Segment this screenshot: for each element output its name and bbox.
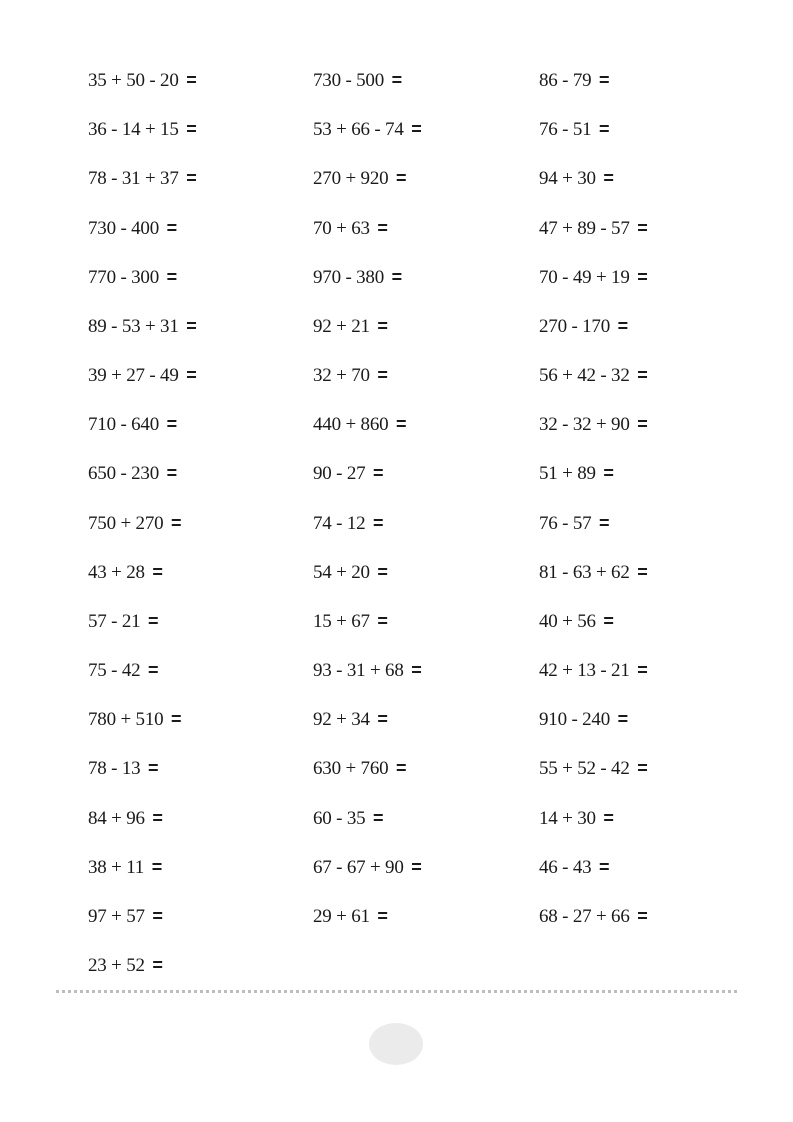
math-problem xyxy=(539,68,609,92)
problem-expression: 93 - 31 + 68 xyxy=(313,660,404,681)
math-problem xyxy=(88,363,197,387)
math-problem xyxy=(313,363,388,387)
problem-expression: 76 - 57 xyxy=(539,513,592,534)
problem-expression: 56 + 42 - 32 xyxy=(539,365,630,386)
math-problem xyxy=(313,216,388,240)
equals-sign: = xyxy=(377,562,388,582)
equals-sign: = xyxy=(373,808,384,828)
math-problem xyxy=(313,68,402,92)
equals-sign: = xyxy=(152,808,163,828)
equals-sign: = xyxy=(411,660,422,680)
math-problem xyxy=(313,658,422,682)
problem-expression: 46 - 43 xyxy=(539,857,592,878)
problem-expression: 270 + 920 xyxy=(313,168,389,189)
math-problem xyxy=(88,412,177,436)
math-problem xyxy=(539,216,648,240)
problem-expression: 910 - 240 xyxy=(539,709,611,730)
problem-expression: 730 - 500 xyxy=(313,70,385,91)
equals-sign: = xyxy=(170,513,182,533)
math-problem xyxy=(539,166,614,190)
equals-sign: = xyxy=(151,857,162,877)
math-problem xyxy=(88,511,181,535)
equals-sign: = xyxy=(166,463,177,483)
math-problem xyxy=(88,314,197,338)
problem-expression: 39 + 27 - 49 xyxy=(88,365,179,386)
problem-expression: 40 + 56 xyxy=(539,611,596,632)
problem-expression: 70 + 63 xyxy=(313,218,370,239)
equals-sign: = xyxy=(152,955,163,975)
dotted-separator xyxy=(56,990,738,993)
problem-expression: 970 - 380 xyxy=(313,267,385,288)
equals-sign: = xyxy=(377,316,388,336)
equals-sign: = xyxy=(186,365,197,385)
equals-sign: = xyxy=(637,218,648,238)
math-problem xyxy=(539,511,609,535)
math-problem xyxy=(88,806,163,830)
math-problem xyxy=(313,707,388,731)
math-problem xyxy=(313,806,383,830)
problem-expression: 710 - 640 xyxy=(88,414,160,435)
problem-expression: 650 - 230 xyxy=(88,463,160,484)
equals-sign: = xyxy=(599,70,610,90)
equals-sign: = xyxy=(395,168,407,188)
math-problem xyxy=(88,707,181,731)
math-problem xyxy=(88,166,197,190)
problem-expression: 54 + 20 xyxy=(313,562,370,583)
equals-sign: = xyxy=(186,119,197,139)
equals-sign: = xyxy=(391,267,402,287)
equals-sign: = xyxy=(377,611,388,631)
problem-expression: 770 - 300 xyxy=(88,267,160,288)
equals-sign: = xyxy=(166,267,177,287)
equals-sign: = xyxy=(637,414,648,434)
math-problem xyxy=(88,265,177,289)
math-problem xyxy=(88,953,163,977)
equals-sign: = xyxy=(391,70,402,90)
math-problem xyxy=(88,461,177,485)
math-problem xyxy=(313,117,422,141)
math-problem xyxy=(88,68,197,92)
problem-expression: 42 + 13 - 21 xyxy=(539,660,630,681)
problem-expression: 68 - 27 + 66 xyxy=(539,906,630,927)
equals-sign: = xyxy=(637,365,648,385)
math-problem xyxy=(88,609,158,633)
equals-sign: = xyxy=(395,758,407,778)
math-problem xyxy=(88,117,197,141)
math-problem xyxy=(539,855,609,879)
equals-sign: = xyxy=(637,758,648,778)
equals-sign: = xyxy=(637,660,648,680)
math-problem xyxy=(313,511,383,535)
math-problem xyxy=(313,560,388,584)
equals-sign: = xyxy=(603,463,614,483)
math-problem xyxy=(313,756,406,780)
math-problem xyxy=(539,412,648,436)
equals-sign: = xyxy=(166,218,177,238)
problem-expression: 84 + 96 xyxy=(88,808,145,829)
problem-expression: 78 - 31 + 37 xyxy=(88,168,179,189)
problem-expression: 97 + 57 xyxy=(88,906,145,927)
problem-expression: 60 - 35 xyxy=(313,808,366,829)
problem-expression: 38 + 11 xyxy=(88,857,145,878)
problem-expression: 81 - 63 + 62 xyxy=(539,562,630,583)
math-problem xyxy=(88,658,158,682)
problem-expression: 89 - 53 + 31 xyxy=(88,316,179,337)
problem-expression: 53 + 66 - 74 xyxy=(313,119,404,140)
problem-expression: 86 - 79 xyxy=(539,70,592,91)
equals-sign: = xyxy=(152,562,163,582)
problem-expression: 43 + 28 xyxy=(88,562,145,583)
problem-expression: 780 + 510 xyxy=(88,709,164,730)
math-problem xyxy=(313,265,402,289)
problem-expression: 57 - 21 xyxy=(88,611,141,632)
problem-expression: 55 + 52 - 42 xyxy=(539,758,630,779)
problem-expression: 440 + 860 xyxy=(313,414,389,435)
equals-sign: = xyxy=(373,463,384,483)
problem-expression: 730 - 400 xyxy=(88,218,160,239)
equals-sign: = xyxy=(617,709,628,729)
math-problem xyxy=(539,560,648,584)
equals-sign: = xyxy=(186,168,197,188)
problem-expression: 70 - 49 + 19 xyxy=(539,267,630,288)
math-problem xyxy=(313,609,388,633)
page-number-badge xyxy=(369,1023,423,1065)
equals-sign: = xyxy=(603,168,614,188)
equals-sign: = xyxy=(377,709,388,729)
equals-sign: = xyxy=(603,611,614,631)
problem-expression: 630 + 760 xyxy=(313,758,389,779)
equals-sign: = xyxy=(186,70,197,90)
equals-sign: = xyxy=(637,906,648,926)
equals-sign: = xyxy=(186,316,197,336)
problem-expression: 47 + 89 - 57 xyxy=(539,218,630,239)
equals-sign: = xyxy=(637,562,648,582)
equals-sign: = xyxy=(599,857,610,877)
equals-sign: = xyxy=(148,758,159,778)
math-problem xyxy=(313,461,383,485)
math-problem xyxy=(539,904,648,928)
math-problem xyxy=(313,412,406,436)
math-problem xyxy=(539,609,614,633)
math-problem xyxy=(88,756,158,780)
problem-expression: 94 + 30 xyxy=(539,168,596,189)
equals-sign: = xyxy=(152,906,163,926)
problem-expression: 92 + 34 xyxy=(313,709,370,730)
equals-sign: = xyxy=(637,267,648,287)
problem-expression: 36 - 14 + 15 xyxy=(88,119,179,140)
math-problem xyxy=(88,560,163,584)
equals-sign: = xyxy=(599,513,610,533)
problem-expression: 51 + 89 xyxy=(539,463,596,484)
math-problem xyxy=(88,904,163,928)
math-problem xyxy=(539,806,614,830)
equals-sign: = xyxy=(377,218,388,238)
equals-sign: = xyxy=(617,316,628,336)
problem-expression: 15 + 67 xyxy=(313,611,370,632)
math-problem xyxy=(539,707,628,731)
problem-expression: 90 - 27 xyxy=(313,463,366,484)
equals-sign: = xyxy=(395,414,407,434)
math-problem xyxy=(539,658,648,682)
problem-expression: 78 - 13 xyxy=(88,758,141,779)
problem-expression: 29 + 61 xyxy=(313,906,370,927)
math-problem xyxy=(539,756,648,780)
equals-sign: = xyxy=(148,611,159,631)
equals-sign: = xyxy=(373,513,384,533)
equals-sign: = xyxy=(377,906,388,926)
math-problem xyxy=(313,855,422,879)
problem-expression: 92 + 21 xyxy=(313,316,370,337)
equals-sign: = xyxy=(377,365,388,385)
equals-sign: = xyxy=(148,660,159,680)
equals-sign: = xyxy=(411,857,422,877)
math-problem xyxy=(539,117,609,141)
equals-sign: = xyxy=(411,119,422,139)
math-problem xyxy=(88,216,177,240)
problem-expression: 75 - 42 xyxy=(88,660,141,681)
problem-expression: 74 - 12 xyxy=(313,513,366,534)
math-problem xyxy=(539,265,648,289)
problem-expression: 32 + 70 xyxy=(313,365,370,386)
problem-expression: 23 + 52 xyxy=(88,955,145,976)
math-problem xyxy=(539,461,614,485)
equals-sign: = xyxy=(603,808,614,828)
problem-expression: 35 + 50 - 20 xyxy=(88,70,179,91)
equals-sign: = xyxy=(170,709,182,729)
problem-expression: 32 - 32 + 90 xyxy=(539,414,630,435)
math-problem xyxy=(88,855,162,879)
math-problem xyxy=(313,904,388,928)
math-problem xyxy=(313,314,388,338)
math-problem xyxy=(539,314,628,338)
math-problem xyxy=(539,363,648,387)
math-problem xyxy=(313,166,406,190)
equals-sign: = xyxy=(166,414,177,434)
problem-expression: 270 - 170 xyxy=(539,316,611,337)
problem-expression: 14 + 30 xyxy=(539,808,596,829)
problem-expression: 76 - 51 xyxy=(539,119,592,140)
equals-sign: = xyxy=(599,119,610,139)
problem-expression: 67 - 67 + 90 xyxy=(313,857,404,878)
problem-expression: 750 + 270 xyxy=(88,513,164,534)
